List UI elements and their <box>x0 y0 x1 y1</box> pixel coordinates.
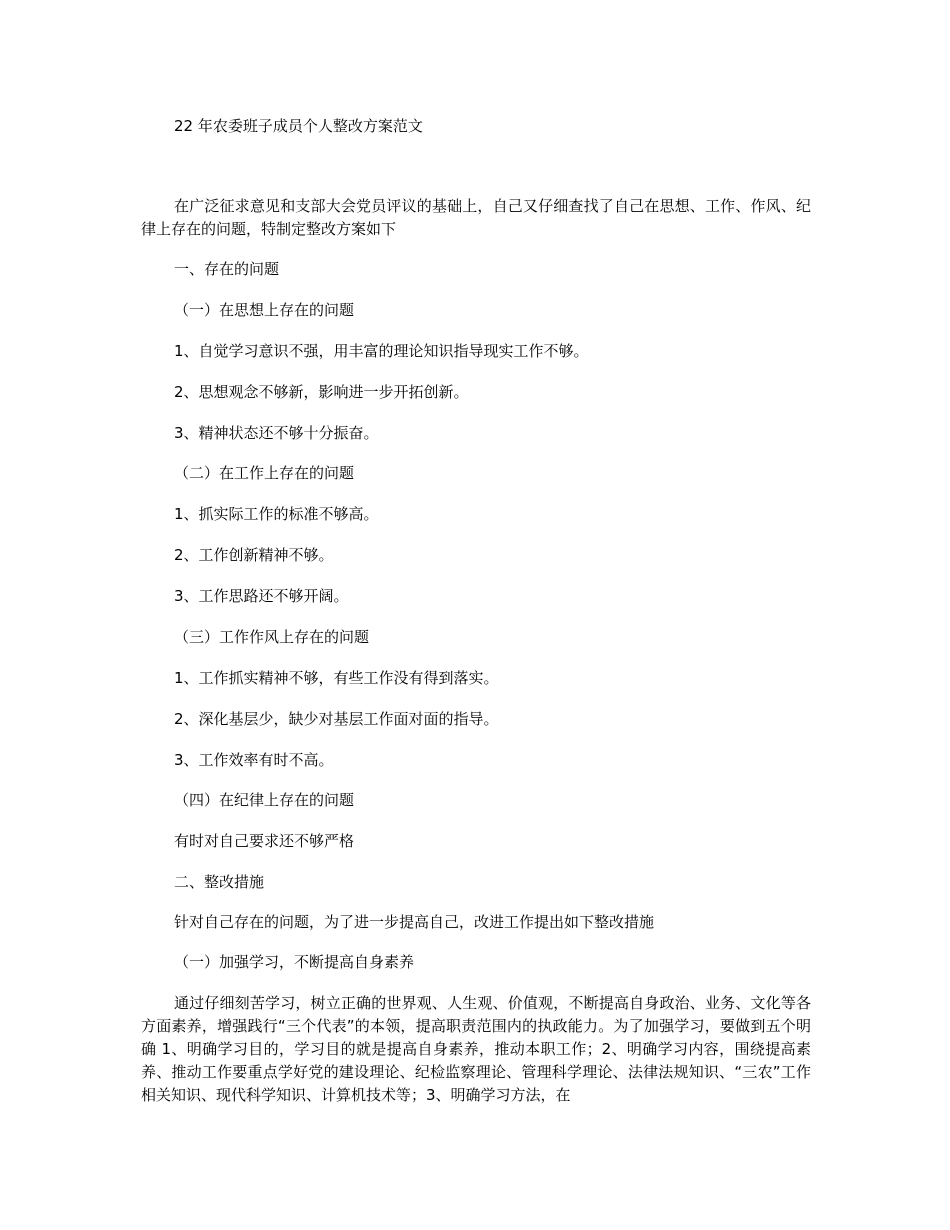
subsection-heading-thought: （一）在思想上存在的问题 <box>174 301 355 319</box>
list-item: 2、深化基层少，缺少对基层工作面对面的指导。 <box>174 710 499 728</box>
list-item: 有时对自己要求还不够严格 <box>174 832 355 850</box>
subsection-heading-discipline: （四）在纪律上存在的问题 <box>174 791 355 809</box>
section-heading-measures: 二、整改措施 <box>174 873 265 891</box>
list-item: 1、自觉学习意识不强，用丰富的理论知识指导现实工作不够。 <box>174 342 589 360</box>
list-item: 2、思想观念不够新，影响进一步开拓创新。 <box>174 383 469 401</box>
list-item: 3、工作思路还不够开阔。 <box>174 587 349 605</box>
list-item: 1、工作抓实精神不够，有些工作没有得到落实。 <box>174 669 499 687</box>
subsection-heading-study: （一）加强学习，不断提高自身素养 <box>174 953 415 971</box>
subsection-heading-work: （二）在工作上存在的问题 <box>174 464 355 482</box>
measures-intro: 针对自己存在的问题，为了进一步提高自己，改进工作提出如下整改措施 <box>174 913 655 931</box>
subsection-heading-style: （三）工作作风上存在的问题 <box>174 628 370 646</box>
list-item: 1、抓实际工作的标准不够高。 <box>174 505 379 523</box>
list-item: 3、精神状态还不够十分振奋。 <box>174 424 379 442</box>
document-title: 22 年农委班子成员个人整改方案范文 <box>174 117 423 135</box>
list-item: 3、工作效率有时不高。 <box>174 751 334 769</box>
study-paragraph: 通过仔细刻苦学习，树立正确的世界观、人生观、价值观，不断提高自身政治、业务、文化等各方面素养，增强践行“三个代表”的本领，提高职责范围内的执政能力。为了加强学习，要做到五个明确 1、明确学习目的，学习目的就是提高自身素养，推动本职工作；2、明确学习内容，围绕提高素养、推动工作要重点学好党的建设理论、纪检监察理论、管理科学理论、法律法规知识、“三农”工作相关知识、现代科学知识、计算机技术等；3、明确学习方法，在 <box>141 994 811 1104</box>
intro-paragraph: 在广泛征求意见和支部大会党员评议的基础上，自己又仔细查找了自己在思想、工作、作风、纪律上存在的问题，特制定整改方案如下 <box>141 197 811 238</box>
list-item: 2、工作创新精神不够。 <box>174 546 334 564</box>
section-heading-problems: 一、存在的问题 <box>174 260 280 278</box>
